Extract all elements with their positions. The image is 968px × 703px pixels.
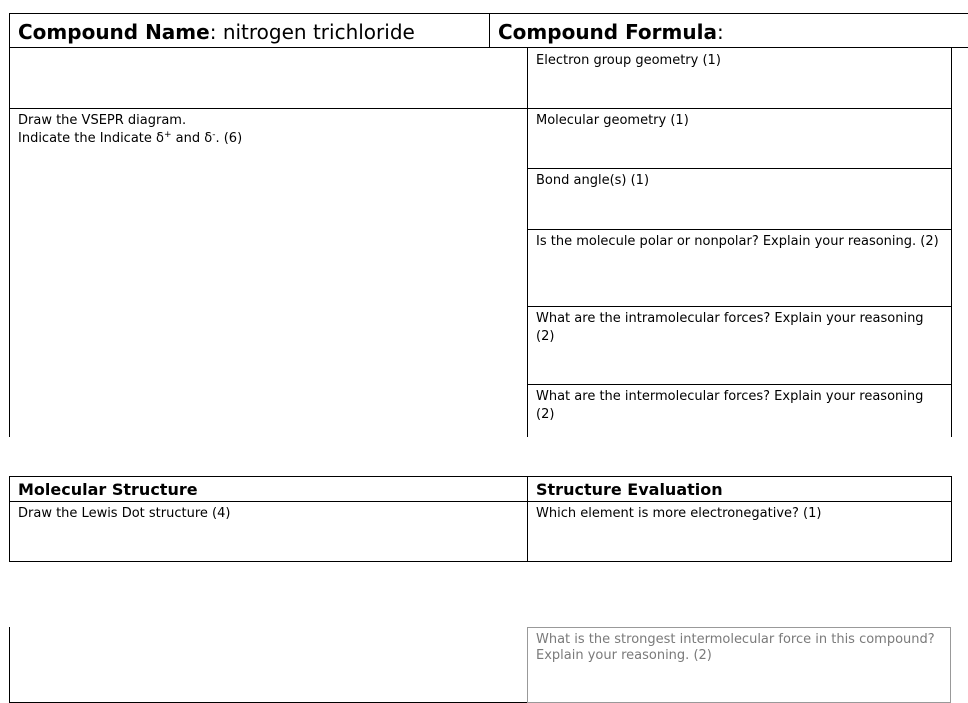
compound-formula-label: Compound Formula [498,20,717,44]
electron-group-geometry-cell[interactable] [527,47,952,109]
compound-name-cell [9,13,490,48]
vsepr-cell[interactable] [9,108,528,437]
compound-name-label: Compound Name [18,20,210,44]
delta-plus-sup: + [163,130,172,140]
bottom-left-cell[interactable] [9,627,528,703]
intramolecular-forces-cell[interactable] [527,306,952,385]
lewis-dot-prompt: Draw the Lewis Dot structure (4) [18,506,231,521]
electronegativity-cell[interactable] [527,501,952,562]
lewis-dot-cell[interactable] [9,501,528,562]
compound-formula-separator: : [716,20,724,44]
molecular-structure-label: Molecular Structure [18,480,198,499]
vsepr-instruction: Draw the VSEPR diagram. [18,113,187,128]
structure-evaluation-label: Structure Evaluation [536,480,723,499]
compound-name-value[interactable]: nitrogen trichloride [222,20,415,44]
electron-group-geometry-label: Electron group geometry (1) [536,53,721,68]
compound-formula-cell [489,13,968,48]
intramolecular-forces-label: What are the intramolecular forces? Explain your reasoning (2) [536,311,924,344]
structure-evaluation-header [527,476,952,502]
molecular-geometry-cell[interactable] [527,108,952,169]
vsepr-and-text: and δ [171,131,213,146]
upper-left-blank-cell[interactable] [9,47,528,109]
polarity-label: Is the molecule polar or nonpolar? Explain your reasoning. (2) [536,234,939,249]
electronegativity-prompt: Which element is more electronegative? (1) [536,506,822,521]
bond-angles-cell[interactable] [527,168,952,230]
strongest-force-cell[interactable] [527,627,951,703]
intermolecular-forces-label: What are the intermolecular forces? Explain your reasoning (2) [536,389,924,422]
molecular-geometry-label: Molecular geometry (1) [536,113,689,128]
molecular-structure-header [9,476,528,502]
polarity-cell[interactable] [527,229,952,307]
vsepr-points: . (6) [215,131,243,146]
compound-name-separator: : [209,20,217,44]
vsepr-dipole-instruction [18,130,520,148]
bond-angles-label: Bond angle(s) (1) [536,173,650,188]
vsepr-line2-prefix: Indicate the Indicate δ [18,131,164,146]
intermolecular-forces-cell[interactable] [527,384,952,437]
delta-minus-sup: - [212,130,216,140]
strongest-force-prompt: What is the strongest intermolecular force in this compound? Explain your reasoning. (2) [536,632,935,663]
